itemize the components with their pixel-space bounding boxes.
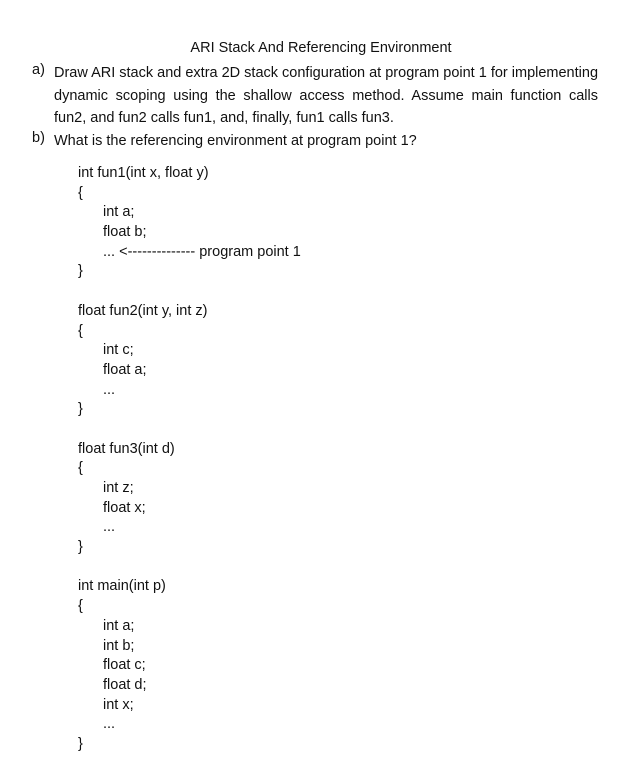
code-listing	[78, 164, 301, 755]
main-decl-x: int x;	[103, 696, 134, 713]
fun2-decl-a: float a;	[103, 361, 147, 378]
question-b-label: b)	[32, 130, 45, 146]
question-b-text: What is the referencing environment at program point 1?	[54, 133, 417, 149]
fun1-decl-b: float b;	[103, 224, 147, 241]
question-a-label: a)	[32, 62, 45, 78]
fun3-ellipsis: ...	[103, 519, 116, 536]
fun1-ellipsis: ...	[103, 243, 116, 260]
fun3-close-brace: }	[78, 539, 83, 556]
fun2-close-brace: }	[78, 401, 83, 418]
fun1-close-brace: }	[78, 263, 83, 280]
question-a-text: Draw ARI stack and extra 2D stack configuration at program point 1 for implementing dynamic scoping using the shallow access method. Assume main function calls fun2, and fun2 calls fun1, and, finally, fun1 calls fun3.	[54, 65, 599, 126]
program-point-label: program point 1	[199, 243, 301, 260]
main-close-brace: }	[78, 735, 83, 752]
main-signature: int main(int p)	[78, 578, 166, 595]
fun1-decl-a: int a;	[103, 204, 135, 221]
fun1-open-brace: {	[78, 184, 83, 201]
fun2-decl-c: int c;	[103, 342, 134, 359]
fun3-decl-z: int z;	[103, 480, 134, 496]
main-decl-a: int a;	[103, 617, 135, 634]
document-title: ARI Stack And Referencing Environment	[190, 40, 452, 56]
program-point-arrow: <--------------	[119, 243, 196, 260]
fun3-decl-x: float x;	[103, 499, 146, 516]
fun2-ellipsis: ...	[103, 381, 116, 398]
fun3-signature: float fun3(int d)	[78, 440, 175, 457]
fun1-program-point-line	[78, 243, 301, 263]
main-ellipsis: ...	[103, 716, 116, 733]
main-decl-c: float c;	[103, 657, 146, 674]
fun2-open-brace: {	[78, 322, 83, 339]
main-decl-b: int b;	[103, 637, 135, 654]
question-a	[32, 62, 598, 130]
question-b	[32, 130, 598, 153]
fun2-signature: float fun2(int y, int z)	[78, 302, 208, 319]
fun3-open-brace: {	[78, 460, 83, 477]
fun1-signature: int fun1(int x, float y)	[78, 165, 209, 181]
main-open-brace: {	[78, 598, 83, 615]
main-decl-d: float d;	[103, 676, 147, 693]
